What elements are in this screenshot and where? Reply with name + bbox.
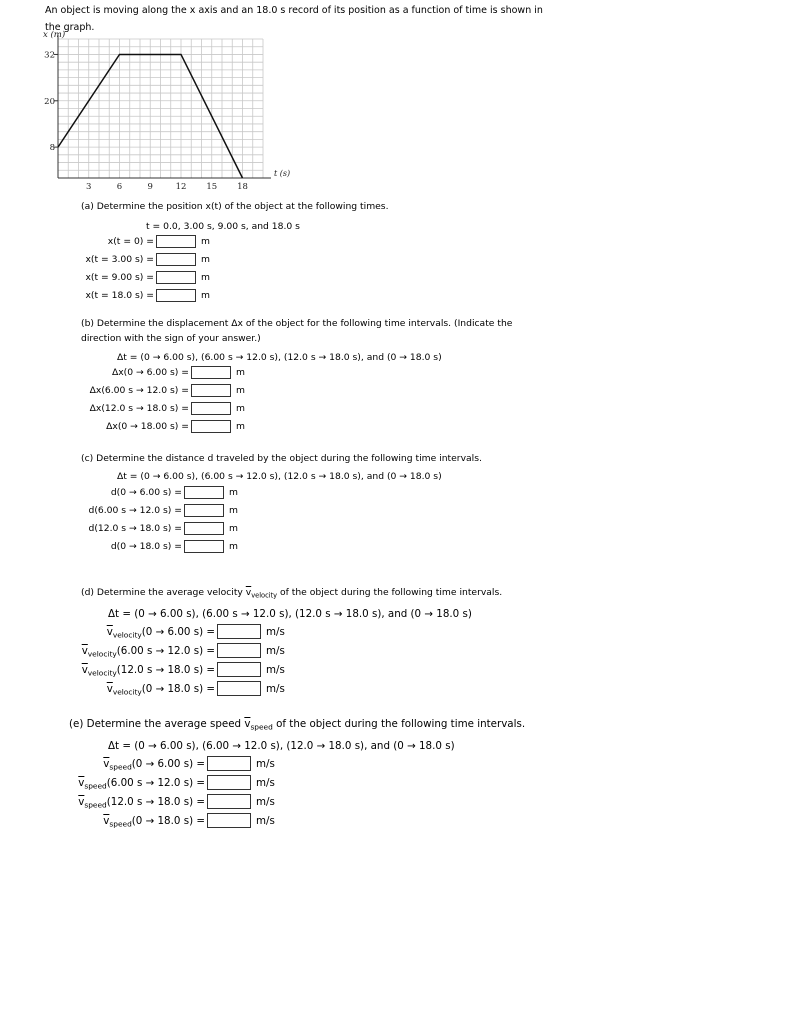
average-symbol: $\overline{v}$ xyxy=(81,663,88,676)
partb-answer-row xyxy=(70,384,245,397)
answer-label xyxy=(60,664,215,676)
unit-label: m xyxy=(236,403,245,414)
answer-label xyxy=(70,385,189,396)
average-subscript: velocity xyxy=(87,649,117,659)
y-tick-label: 8 xyxy=(49,143,55,154)
answer-input[interactable] xyxy=(217,662,261,677)
part-d-prompt: (d) Determine the average velocity $\overline{v}_{velocity}$ of the object during the following time intervals. xyxy=(81,587,503,600)
part-b-prompt-2: direction with the sign of your answer.) xyxy=(81,333,261,344)
parte-answer-row xyxy=(60,756,275,771)
average-symbol: $\overline{v}$ xyxy=(78,776,85,789)
parta-answer-row xyxy=(70,289,210,302)
average-symbol: $\overline{v}$ xyxy=(81,644,88,657)
answer-label xyxy=(70,541,182,552)
answer-label-text: Δx(12.0 s → 18.0 s) = xyxy=(89,403,189,414)
partc-answer-row xyxy=(70,522,238,535)
average-subscript: speed xyxy=(109,819,132,829)
unit-label: m xyxy=(201,254,210,265)
answer-input[interactable] xyxy=(184,486,224,499)
average-symbol: $\overline{v}$ xyxy=(245,587,252,598)
parta-answer-row xyxy=(70,235,210,248)
x-tick-label: 15 xyxy=(206,182,218,192)
unit-label: m xyxy=(229,523,238,534)
x-tick-label: 6 xyxy=(116,182,123,192)
answer-input[interactable] xyxy=(207,775,251,790)
x-tick-label: 3 xyxy=(86,182,92,192)
average-subscript: velocity xyxy=(112,630,142,640)
average-symbol: $\overline{v}$ xyxy=(244,718,251,730)
answer-input[interactable] xyxy=(184,504,224,517)
part-c-prompt: (c) Determine the distance d traveled by the object during the following time intervals. xyxy=(81,453,482,464)
parta-answer-row xyxy=(70,253,210,266)
answer-label xyxy=(70,505,182,516)
x-tick-label: 12 xyxy=(175,182,187,192)
answer-input[interactable] xyxy=(156,235,196,248)
answer-input[interactable] xyxy=(156,253,196,266)
answer-label-text: d(0 → 18.0 s) = xyxy=(110,541,182,552)
unit-label: m/s xyxy=(256,795,275,808)
part-a-prompt: (a) Determine the position x(t) of the object at the following times. xyxy=(81,201,389,212)
part-c-intervals: Δt = (0 → 6.00 s), (6.00 s → 12.0 s), (12.0 s → 18.0 s), and (0 → 18.0 s) xyxy=(117,471,442,482)
partb-answer-row xyxy=(70,420,245,433)
partc-answer-row xyxy=(70,540,238,553)
answer-input[interactable] xyxy=(156,271,196,284)
answer-input[interactable] xyxy=(184,540,224,553)
partd-answer-row xyxy=(60,662,285,677)
unit-label: m/s xyxy=(266,644,285,657)
average-subscript: speed xyxy=(250,722,273,732)
part-b-prompt-1: (b) Determine the displacement Δx of the object for the following time intervals. (Indicate the xyxy=(81,318,513,329)
unit-label: m xyxy=(236,421,245,432)
parte-answer-row xyxy=(60,794,275,809)
unit-label: m/s xyxy=(266,682,285,695)
unit-label: m xyxy=(229,541,238,552)
answer-label-text: d(12.0 s → 18.0 s) = xyxy=(88,523,182,534)
y-tick-label: 32 xyxy=(44,50,55,61)
unit-label: m xyxy=(201,290,210,301)
answer-label xyxy=(60,796,205,808)
average-symbol: $\overline{v}$ xyxy=(103,757,110,770)
answer-input[interactable] xyxy=(217,643,261,658)
parta-answer-row xyxy=(70,271,210,284)
answer-label-text: d(6.00 s → 12.0 s) = xyxy=(88,505,182,516)
answer-label-text: (12.0 s → 18.0 s) = xyxy=(106,795,205,808)
unit-label: m/s xyxy=(266,625,285,638)
answer-label xyxy=(70,272,154,283)
answer-input[interactable] xyxy=(184,522,224,535)
average-subscript: velocity xyxy=(112,687,142,697)
answer-label-text: (0 → 18.0 s) = xyxy=(131,814,205,827)
answer-input[interactable] xyxy=(191,366,231,379)
answer-label-text: Δx(0 → 18.00 s) = xyxy=(106,421,189,432)
answer-label-text: Δx(0 → 6.00 s) = xyxy=(111,367,189,378)
partb-answer-row xyxy=(70,366,245,379)
answer-input[interactable] xyxy=(217,681,261,696)
unit-label: m xyxy=(201,236,210,247)
answer-input[interactable] xyxy=(207,756,251,771)
unit-label: m/s xyxy=(256,814,275,827)
answer-label-text: (6.00 s → 12.0 s) = xyxy=(106,776,205,789)
answer-label xyxy=(60,815,205,827)
x-tick-label: 9 xyxy=(147,182,153,192)
average-symbol: $\overline{v}$ xyxy=(103,814,110,827)
answer-label-text: x(t = 18.0 s) = xyxy=(85,290,154,301)
unit-label: m xyxy=(236,367,245,378)
unit-label: m/s xyxy=(256,776,275,789)
answer-input[interactable] xyxy=(191,384,231,397)
answer-label-text: (12.0 s → 18.0 s) = xyxy=(116,663,215,676)
answer-input[interactable] xyxy=(217,624,261,639)
parte-answer-row xyxy=(60,813,275,828)
answer-label xyxy=(70,523,182,534)
y-axis-label: x (m) xyxy=(43,30,66,40)
partd-answer-row xyxy=(60,643,285,658)
partb-answer-row xyxy=(70,402,245,415)
answer-label-text: (0 → 6.00 s) = xyxy=(141,625,215,638)
average-subscript: velocity xyxy=(251,591,278,600)
unit-label: m/s xyxy=(266,663,285,676)
answer-label xyxy=(70,236,154,247)
answer-label xyxy=(70,487,182,498)
answer-label xyxy=(70,403,189,414)
partc-answer-row xyxy=(70,486,238,499)
answer-label-text: (6.00 s → 12.0 s) = xyxy=(116,644,215,657)
part-e-prompt: (e) Determine the average speed $\overline{v}_{speed}$ of the object during the following time intervals. xyxy=(69,718,526,732)
answer-label-text: x(t = 9.00 s) = xyxy=(85,272,154,283)
intro-line-1: An object is moving along the x axis and an 18.0 s record of its position as a function of time is shown in xyxy=(45,5,543,16)
average-subscript: speed xyxy=(84,781,107,791)
position-time-graph xyxy=(40,30,300,195)
unit-label: m/s xyxy=(256,757,275,770)
answer-input[interactable] xyxy=(191,420,231,433)
answer-label xyxy=(70,290,154,301)
average-subscript: velocity xyxy=(87,668,117,678)
average-subscript: speed xyxy=(84,800,107,810)
answer-label xyxy=(60,777,205,789)
part-d-intervals: Δt = (0 → 6.00 s), (6.00 s → 12.0 s), (12.0 s → 18.0 s), and (0 → 18.0 s) xyxy=(108,608,472,620)
x-axis-label: t (s) xyxy=(274,169,291,178)
unit-label: m xyxy=(229,505,238,516)
answer-input[interactable] xyxy=(191,402,231,415)
answer-label-text: (0 → 18.0 s) = xyxy=(141,682,215,695)
average-symbol: $\overline{v}$ xyxy=(106,682,113,695)
answer-label xyxy=(70,254,154,265)
y-tick-label: 20 xyxy=(44,96,55,107)
part-e-intervals: Δt = (0 → 6.00 s), (6.00 → 12.0 s), (12.0 → 18.0 s), and (0 → 18.0 s) xyxy=(108,740,455,752)
answer-label-text: Δx(6.00 s → 12.0 s) = xyxy=(89,385,189,396)
answer-label xyxy=(60,683,215,695)
part-a-times: t = 0.0, 3.00 s, 9.00 s, and 18.0 s xyxy=(146,221,300,232)
answer-label-text: x(t = 0) = xyxy=(107,236,154,247)
answer-input[interactable] xyxy=(207,794,251,809)
intro-line-2: the graph. xyxy=(45,22,95,33)
average-subscript: speed xyxy=(109,762,132,772)
part-b-intervals: Δt = (0 → 6.00 s), (6.00 s → 12.0 s), (12.0 s → 18.0 s), and (0 → 18.0 s) xyxy=(117,352,442,363)
answer-label xyxy=(70,421,189,432)
answer-input[interactable] xyxy=(207,813,251,828)
average-symbol: $\overline{v}$ xyxy=(78,795,85,808)
partc-answer-row xyxy=(70,504,238,517)
answer-label-text: x(t = 3.00 s) = xyxy=(85,254,154,265)
unit-label: m xyxy=(236,385,245,396)
answer-label xyxy=(60,645,215,657)
answer-label xyxy=(60,758,205,770)
partd-answer-row xyxy=(60,624,285,639)
answer-label-text: (0 → 6.00 s) = xyxy=(131,757,205,770)
unit-label: m xyxy=(229,487,238,498)
answer-label-text: d(0 → 6.00 s) = xyxy=(110,487,182,498)
unit-label: m xyxy=(201,272,210,283)
average-symbol: $\overline{v}$ xyxy=(106,625,113,638)
answer-label xyxy=(60,626,215,638)
answer-input[interactable] xyxy=(156,289,196,302)
parte-answer-row xyxy=(60,775,275,790)
partd-answer-row xyxy=(60,681,285,696)
answer-label xyxy=(70,367,189,378)
x-tick-label: 18 xyxy=(237,182,248,192)
